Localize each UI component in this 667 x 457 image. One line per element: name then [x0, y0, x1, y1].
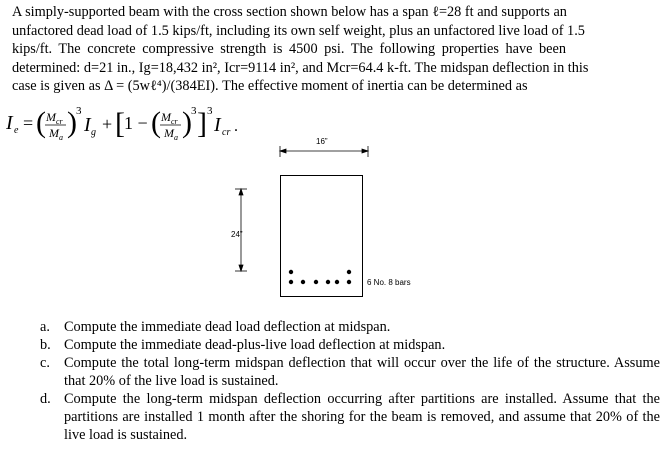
rebar: [314, 280, 318, 284]
eq-icr: I: [214, 114, 221, 136]
width-label: 16”: [316, 137, 328, 146]
rebar: [347, 280, 351, 284]
eq-ig-sub: g: [91, 127, 96, 138]
question-letter: a.: [40, 319, 50, 335]
question-letter: c.: [40, 355, 50, 371]
eq-a-sub-1: a: [59, 133, 63, 142]
question-text: Compute the immediate dead-plus-live load deflection at midspan.: [64, 337, 446, 353]
question-text: Compute the long-term midspan deflection occurring after partitions are installed. Assume that the partitions are installed 1 month after the shoring for the beam is removed, and assume that 20% of the live load is sustained.: [64, 391, 660, 443]
height-label: 24”: [231, 230, 243, 239]
rebar: [289, 280, 293, 284]
question-list: [40, 318, 660, 444]
question-d: [40, 390, 660, 444]
eq-mcr-2: M: [161, 110, 171, 124]
rebar: [335, 280, 339, 284]
eq-plus: +: [102, 114, 113, 134]
beam-section: [281, 176, 363, 297]
svg-text:): ): [67, 106, 77, 139]
eq-ma-2: M: [164, 126, 174, 140]
eq-cr-sub-2: cr: [171, 117, 178, 126]
rebar: [301, 280, 305, 284]
eq-exp-2: 3: [191, 105, 197, 117]
question-letter: b.: [40, 337, 51, 353]
problem-line: case is given as Δ = (5wℓ⁴)/(384EI). The effective moment of inertia can be determined as: [12, 78, 528, 94]
eq-mcr-1: M: [46, 110, 56, 124]
eq-icr-sub: cr: [222, 127, 231, 138]
eq-ma-1: M: [49, 126, 59, 140]
question-c: [40, 354, 660, 390]
eq-period: .: [234, 118, 238, 135]
problem-line: kips/ft. The concrete compressive strength is 4500 psi. The following properties have been: [12, 41, 567, 57]
svg-text:[: [: [115, 107, 125, 140]
problem-line: A simply-supported beam with the cross section shown below has a span ℓ=28 ft and supports an: [12, 4, 567, 20]
eq-cr-sub-1: cr: [56, 117, 63, 126]
width-dimension: [280, 146, 368, 157]
problem-line: unfactored dead load of 1.5 kips/ft, including its own self weight, plus an unfactored live load of 1.5: [12, 22, 585, 39]
problem-line: determined: d=21 in., Ig=18,432 in², Icr=9114 in², and Mcr=64.4 k-ft. The midspan deflection in this: [12, 59, 589, 76]
eq-equals: =: [23, 113, 34, 133]
rebar: [347, 270, 351, 274]
eq-a-sub-2: a: [174, 133, 178, 142]
question-letter: d.: [40, 391, 51, 407]
svg-text:): ): [182, 106, 192, 139]
eq-ie: I: [6, 112, 13, 134]
question-text: Compute the immediate dead load deflection at midspan.: [64, 319, 391, 335]
bars-label: 6 No. 8 bars: [367, 278, 411, 287]
rebar: [289, 270, 293, 274]
rebar: [326, 280, 330, 284]
svg-text:(: (: [151, 106, 161, 139]
svg-text:]: ]: [197, 107, 207, 140]
question-b: [40, 336, 660, 354]
svg-text:(: (: [36, 106, 46, 139]
eq-ig: I: [84, 114, 91, 136]
eq-ie-sub: e: [14, 125, 19, 136]
question-a: [40, 318, 660, 336]
question-text: Compute the total long-term midspan deflection that will occur over the life of the structure. Assume that 20% of the live load is sustained.: [64, 355, 660, 389]
eq-exp-1: 3: [76, 105, 82, 117]
eq-one-minus: 1 −: [124, 113, 148, 133]
eq-exp-3: 3: [207, 105, 213, 117]
